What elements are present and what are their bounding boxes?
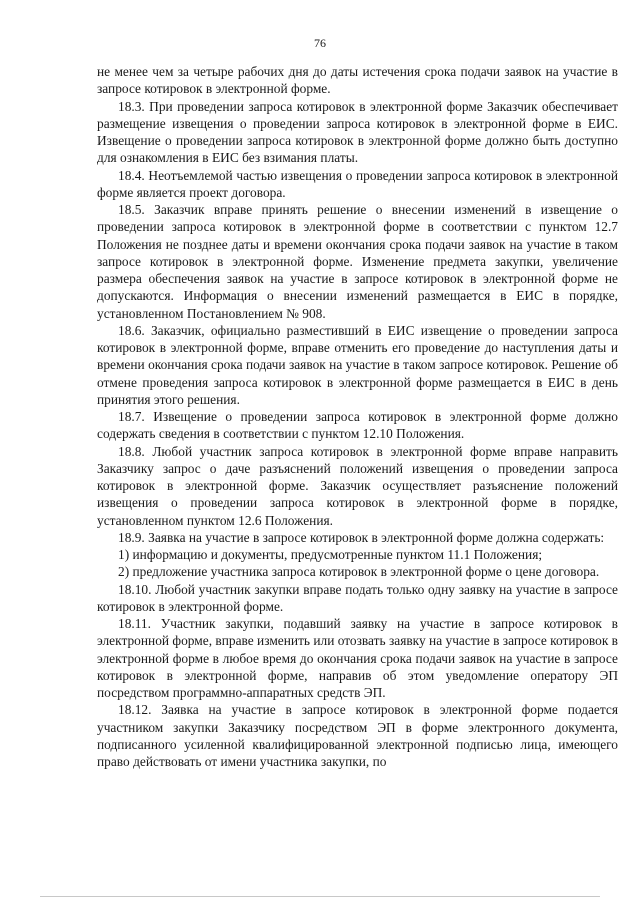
paragraph-18-8: 18.8. Любой участник запроса котировок в электронной форме вправе направить Заказчику запрос о даче разъяснений положений извещения о проведении запроса котировок в электронной форме. Заказчик осуществляет разъяснение положений извещения о проведении запроса котировок в электронной форме в порядке, установленном пунктом 12.6 Положения. [97,443,618,528]
paragraph-18-5: 18.5. Заказчик вправе принять решение о внесении изменений в извещение о проведении запроса котировок в электронной форме в соответствии с пунктом 12.7 Положения не позднее даты и времени окончания срока подачи заявок на участие в таком запросе котировок в электронной форме. Изменение предмета закупки, увеличение размера обеспечения заявок на участие в запросе котировок в электронной форме не допускаются. Информация о внесении изменений размещается в ЕИС в порядке, установленном Постановлением № 908. [97,202,618,321]
paragraph-18-6: 18.6. Заказчик, официально разместивший в ЕИС извещение о проведении запроса котировок в электронной форме, вправе отменить его проведение до наступления даты и времени окончания срока подачи заявок на участие в таком запросе котировок. Решение об отмене проведения запроса котировок в электронной форме размещается в ЕИС в день принятия этого решения. [97,322,618,407]
page-number: 76 [314,36,326,50]
paragraph-continuation: не менее чем за четыре рабочих дня до даты истечения срока подачи заявок на участие в запросе котировок в электронной форме. [97,64,618,97]
list-item-1: 1) информацию и документы, предусмотренные пунктом 11.1 Положения; [118,547,543,562]
paragraph-18-11: 18.11. Участник закупки, подавший заявку на участие в запросе котировок в электронной форме, вправе изменить или отозвать заявку на участие в запросе котировок в электронной форме в любое время до окончания срока подачи заявок на участие в запросе котировок в электронной форме, направив об этом уведомление оператору ЭП посредством программно-аппаратных средств ЭП. [97,616,618,700]
paragraph-18-7: 18.7. Извещение о проведении запроса котировок в электронной форме должно содержать сведения в соответствии с пунктом 12.10 Положения. [97,409,618,442]
paragraph-18-9: 18.9. Заявка на участие в запросе котировок в электронной форме должна содержать: [118,529,605,545]
list-item-2: 2) предложение участника запроса котировок в электронной форме о цене договора. [118,564,600,580]
scan-edge-divider [40,896,600,897]
paragraph-18-3: 18.3. При проведении запроса котировок в электронной форме Заказчик обеспечивает размещение извещения о проведении запроса котировок в электронной форме в ЕИС. Извещение о проведении запроса котировок в электронной форме должно быть доступно для ознакомления в ЕИС без взимания платы. [97,98,618,166]
paragraph-18-10: 18.10. Любой участник закупки вправе подать только одну заявку на участие в запросе котировок в электронной форме. [97,581,618,614]
paragraph-18-12: 18.12. Заявка на участие в запросе котировок в электронной форме подается участником закупки Заказчику посредством ЭП в форме электронного документа, подписанного усиленной квалифицированной электронной подписью лица, имеющего право действовать от имени участника закупки, по [97,702,618,769]
paragraph-18-4: 18.4. Неотъемлемой частью извещения о проведении запроса котировок в электронной форме является проект договора. [97,167,618,200]
document-body [97,63,618,770]
